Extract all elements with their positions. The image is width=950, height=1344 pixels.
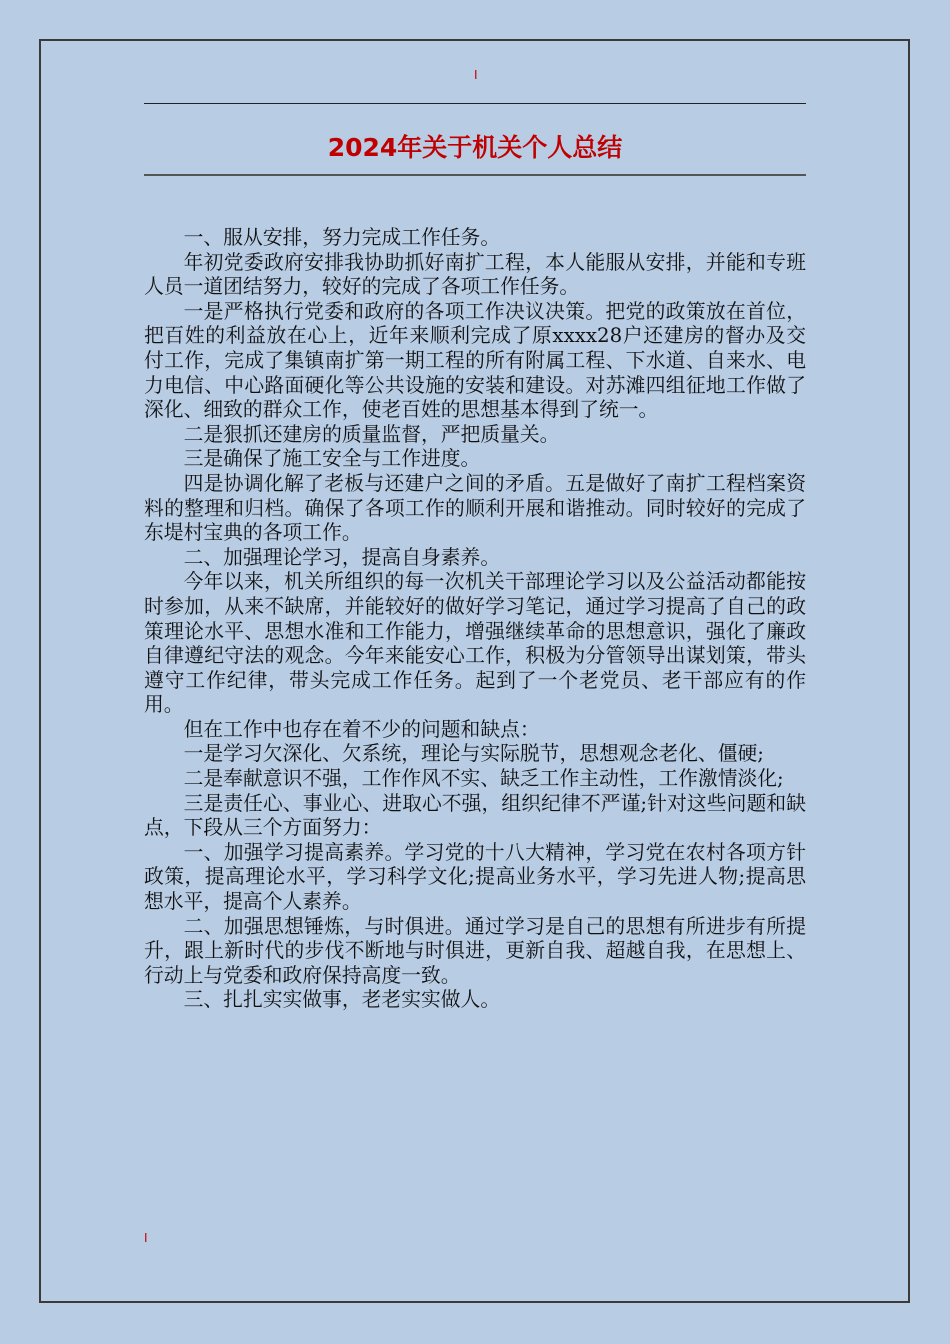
paragraph: 三是责任心、事业心、进取心不强，组织纪律不严谨;针对这些问题和缺点，下段从三个方面努力： [144, 791, 806, 840]
paragraph: 三、扎扎实实做事，老老实实做人。 [183, 988, 501, 1012]
paragraph: 二是狠抓还建房的质量监督，严把质量关。 [183, 422, 560, 446]
paragraph: 二、加强理论学习，提高自身素养。 [183, 545, 501, 569]
header-rule [144, 103, 806, 104]
paragraph: 一、加强学习提高素养。学习党的十八大精神，学习党在农村各项方针政策，提高理论水平，学习科学文化;提高业务水平，学习先进人物;提高思想水平，提高个人素养。 [144, 840, 806, 914]
title-rule [144, 174, 806, 176]
document-body [144, 226, 806, 1013]
paragraph: 四是协调化解了老板与还建户之间的矛盾。五是做好了南扩工程档案资料的整理和归档。确保了各项工作的顺利开展和谐推动。同时较好的完成了东堤村宝典的各项工作。 [144, 471, 806, 545]
paragraph: 一是严格执行党委和政府的各项工作决议决策。把党的政策放在首位，把百姓的利益放在心上，近年来顺利完成了原xxxx28户还建房的督办及交付工作，完成了集镇南扩第一期工程的所有附属工程、下水道、自来水、电力电信、中心路面硬化等公共设施的安装和建设。对苏滩四组征地工作做了深化、细致的群众工作，使老百姓的思想基本得到了统一。 [144, 299, 806, 422]
paragraph: 一、服从安排，努力完成工作任务。 [183, 226, 501, 249]
document-title: 2024年关于机关个人总结 [327, 133, 623, 162]
paragraph: 年初党委政府安排我协助抓好南扩工程，本人能服从安排，并能和专班人员一道团结努力，较好的完成了各项工作任务。 [144, 250, 806, 299]
paragraph: 三是确保了施工安全与工作进度。 [183, 447, 481, 471]
paragraph: 今年以来，机关所组织的每一次机关干部理论学习以及公益活动都能按时参加，从来不缺席，并能较好的做好学习笔记，通过学习提高了自己的政策理论水平、思想水准和工作能力，增强继续革命的思想意识，强化了廉政自律遵纪守法的观念。今年来能安心工作，积极为分管领导出谋划策，带头遵守工作纪律，带头完成工作任务。起到了一个老党员、老干部应有的作用。 [144, 570, 806, 717]
paragraph: 一是学习欠深化、欠系统，理论与实际脱节，思想观念老化、僵硬; [183, 742, 764, 766]
footer-mark: I [144, 1231, 148, 1245]
paragraph: 但在工作中也存在着不少的问题和缺点： [183, 717, 540, 741]
header-mark: I [474, 68, 478, 82]
paragraph: 二、加强思想锤炼，与时俱进。通过学习是自己的思想有所进步有所提升，跟上新时代的步伐不断地与时俱进，更新自我、超越自我，在思想上、行动上与党委和政府保持高度一致。 [144, 914, 806, 987]
paragraph: 二是奉献意识不强，工作作风不实、缺乏工作主动性，工作激情淡化; [183, 767, 784, 791]
